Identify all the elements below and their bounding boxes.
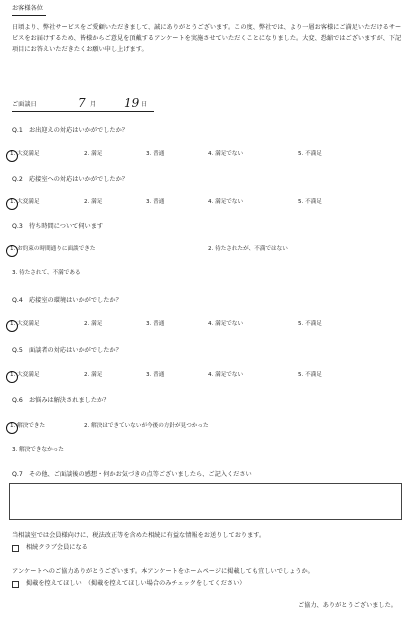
- q5-option-2[interactable]: 2. 満足: [84, 372, 103, 378]
- q2-option-2[interactable]: 2. 満足: [84, 199, 103, 205]
- q4-option-1[interactable]: 1. 大変満足: [10, 321, 40, 327]
- q1-option-1[interactable]: 1. 大変満足: [10, 151, 40, 157]
- club-text: 当相談室では会員様向けに、税法改正等を含めた相続に有益な情報をお送りしております。: [12, 532, 266, 539]
- publish-checkbox-label: 掲載を控えてほしい （掲載を控えてほしい場合のみチェックをしてください）: [26, 580, 246, 587]
- club-checkbox-label: 相続クラブ会員になる: [26, 544, 88, 551]
- date-label: ご面談日: [12, 101, 37, 108]
- q2-option-1[interactable]: 1. 大変満足: [10, 199, 40, 205]
- q4-title: Q.4 応接室の環境はいかがでしたか？: [12, 297, 122, 304]
- q4-option-5[interactable]: 5. 不満足: [298, 321, 322, 327]
- q3-option-2[interactable]: 2. 待たされたが、不満ではない: [208, 246, 288, 252]
- publish-checkbox[interactable]: [12, 581, 19, 588]
- salutation: お客様各位: [12, 5, 43, 12]
- publish-text: アンケートへのご協力ありがとうございます。本アンケートをホームページに掲載しても宜しいでしょうか。: [12, 568, 314, 575]
- date-underline: [12, 111, 154, 112]
- date-day-value: 19: [124, 96, 140, 110]
- q1-option-5[interactable]: 5. 不満足: [298, 151, 322, 157]
- q6-option-2[interactable]: 2. 解決はできていないが今後の方針が見つかった: [84, 423, 209, 429]
- q1-title: Q.1 お出迎えの対応はいかがでしたか？: [12, 127, 128, 134]
- q7-title: Q.7 その他、ご面談後の感想・何かお気づきの点等ございましたら、ご記入ください: [12, 471, 252, 478]
- date-day-unit: 日: [141, 101, 148, 108]
- q1-option-3[interactable]: 3. 普通: [146, 151, 165, 157]
- q2-option-5[interactable]: 5. 不満足: [298, 199, 322, 205]
- date-month-unit: 月: [90, 101, 97, 108]
- q6-option-1[interactable]: 1. 解決できた: [10, 423, 46, 429]
- q3-option-3[interactable]: 3. 待たされて、不満である: [12, 270, 81, 276]
- q2-option-3[interactable]: 3. 普通: [146, 199, 165, 205]
- q3-title: Q.3 待ち時間について伺います: [12, 223, 104, 230]
- q3-option-1[interactable]: 1. お約束の時間通りに面談できた: [10, 246, 96, 252]
- q2-option-4[interactable]: 4. 満足でない: [208, 199, 244, 205]
- q6-title: Q.6 お悩みは解決されましたか？: [12, 397, 110, 404]
- club-checkbox[interactable]: [12, 545, 19, 552]
- q5-option-1[interactable]: 1. 大変満足: [10, 372, 40, 378]
- q4-option-2[interactable]: 2. 満足: [84, 321, 103, 327]
- comment-box[interactable]: [9, 483, 402, 520]
- q5-option-5[interactable]: 5. 不満足: [298, 372, 322, 378]
- q4-option-3[interactable]: 3. 普通: [146, 321, 165, 327]
- q4-option-4[interactable]: 4. 満足でない: [208, 321, 244, 327]
- date-month-value: 7: [78, 96, 86, 110]
- q5-title: Q.5 面談者の対応はいかがでしたか？: [12, 347, 122, 354]
- q2-title: Q.2 応接室への対応はいかがでしたか？: [12, 176, 128, 183]
- q5-option-4[interactable]: 4. 満足でない: [208, 372, 244, 378]
- q5-option-3[interactable]: 3. 普通: [146, 372, 165, 378]
- q6-option-3[interactable]: 3. 解決できなかった: [12, 447, 64, 453]
- salutation-underline: [12, 15, 46, 16]
- q1-option-2[interactable]: 2. 満足: [84, 151, 103, 157]
- q1-option-4[interactable]: 4. 満足でない: [208, 151, 244, 157]
- closing-text: ご協力、ありがとうございました。: [298, 602, 397, 609]
- intro-text: 日頃より、弊社サービスをご愛顧いただきまして、誠にありがとうございます。この度、弊社では、より一層お客様にご満足いただけるサービスをお届けするため、皆様からご意見を頂戴するアンケートを実施させていただくことになりました。大変、恐縮ではございますが、下記項目にお答えいただきたくお願い申し上げます。: [12, 24, 402, 53]
